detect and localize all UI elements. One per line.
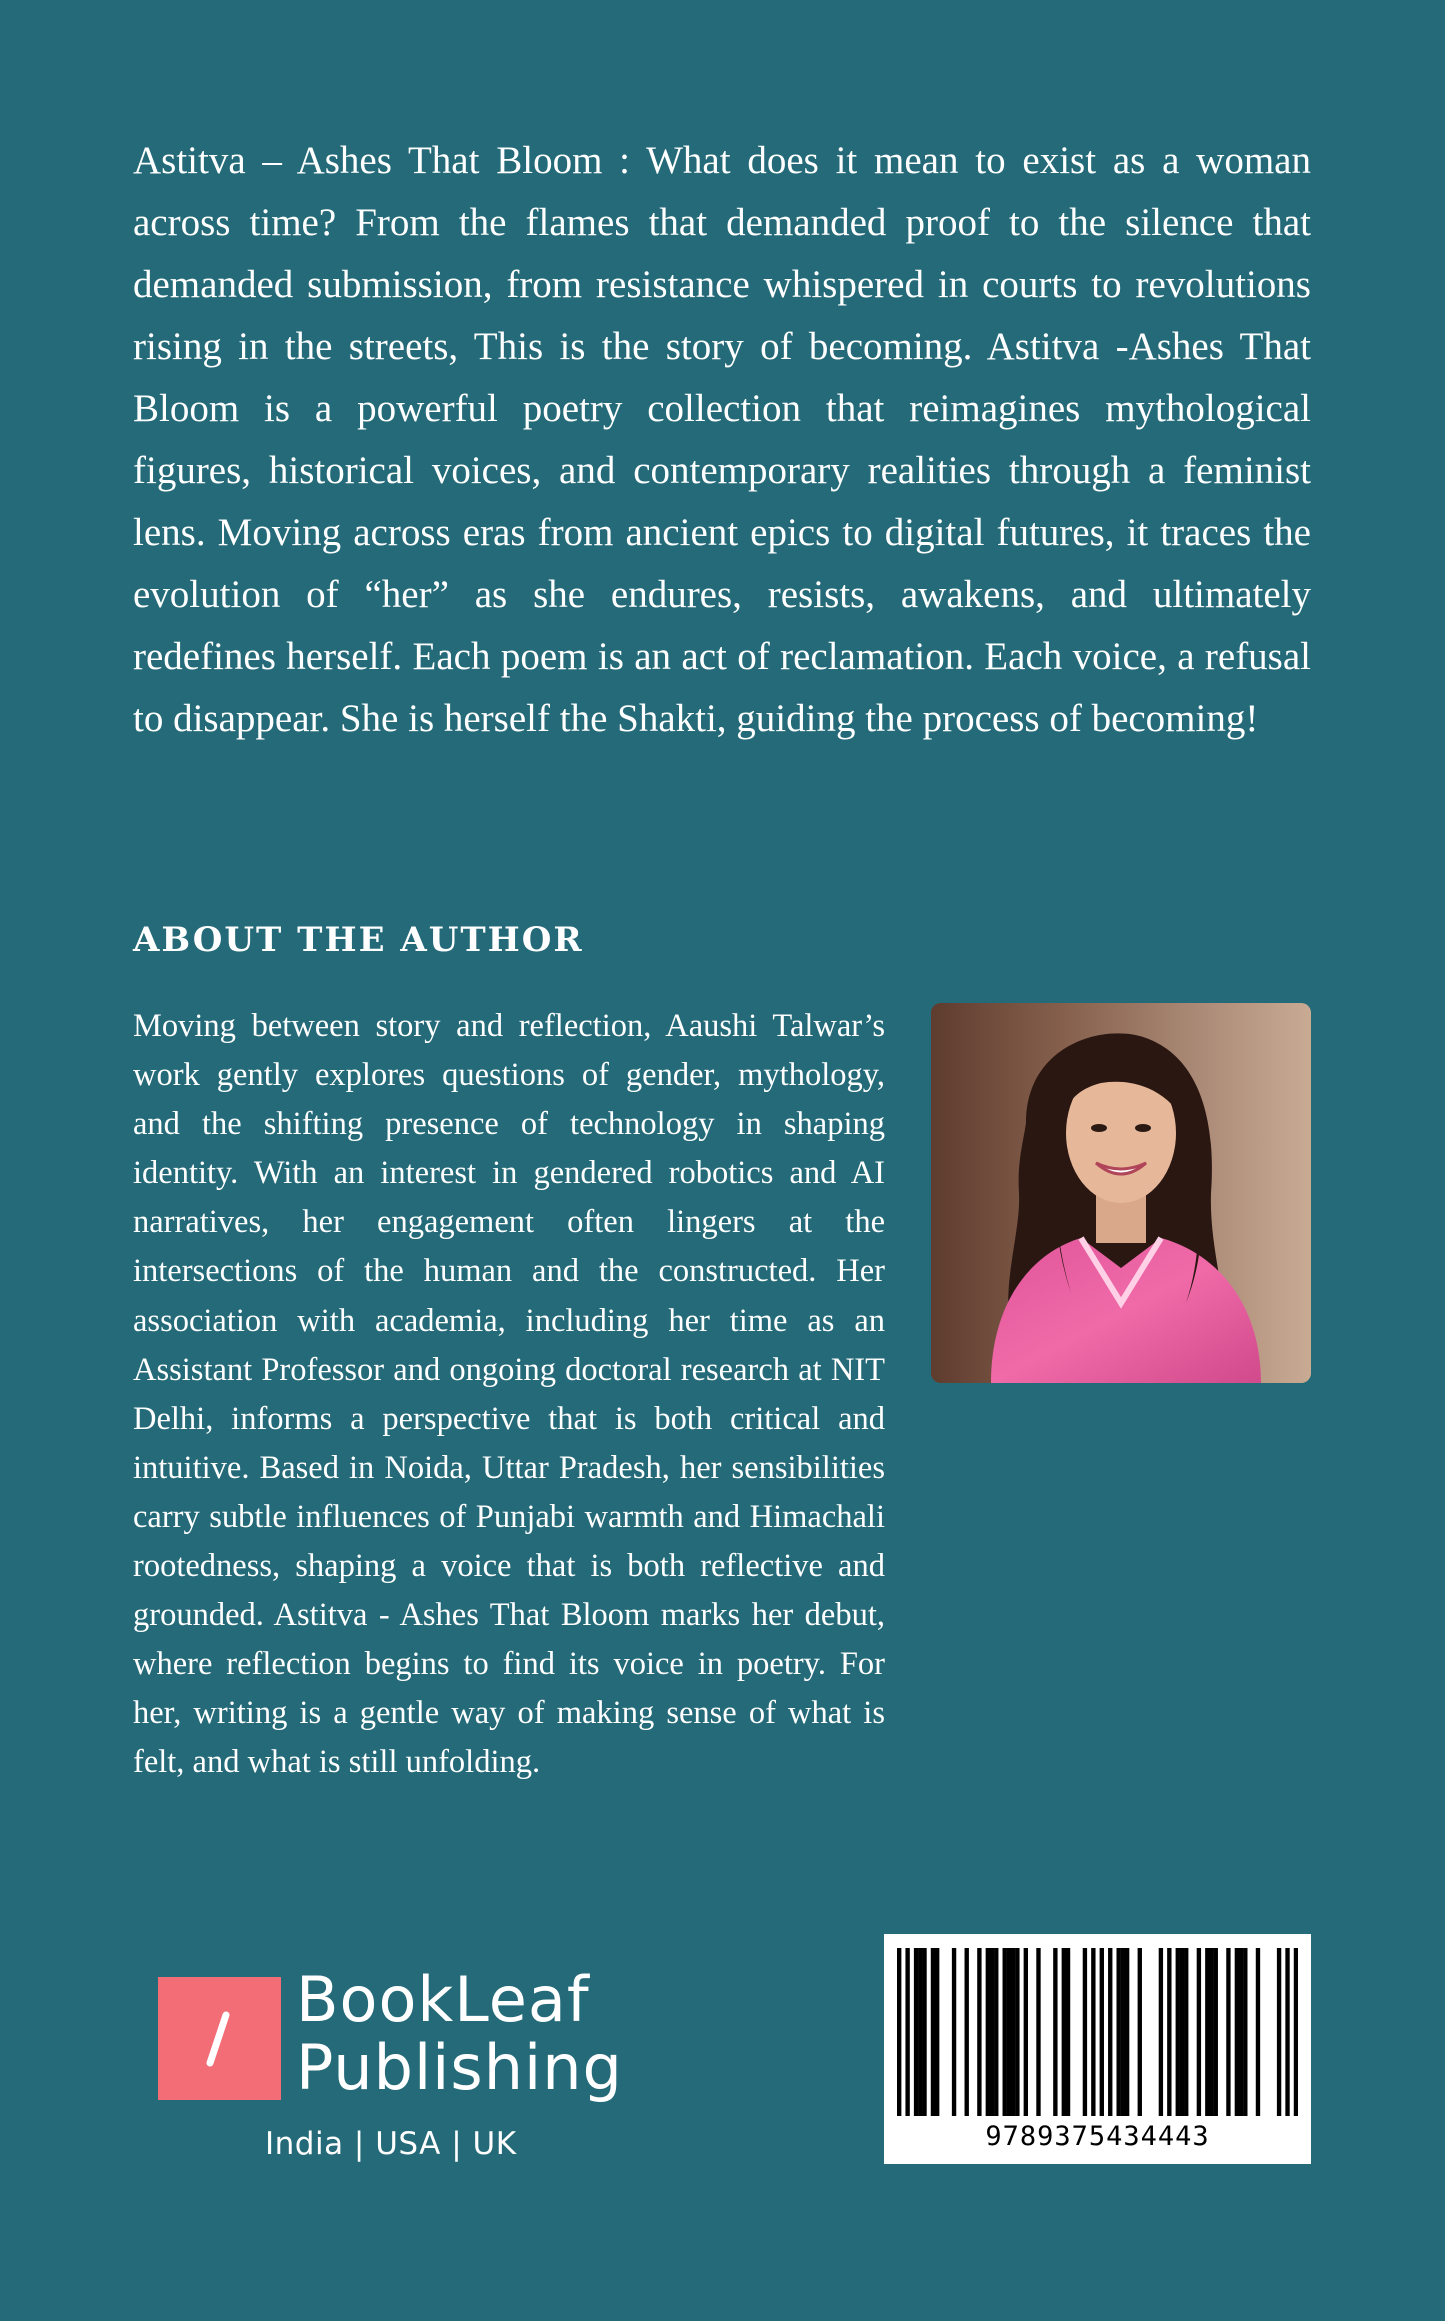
barcode-bar — [1180, 1948, 1184, 2116]
barcode-bar — [935, 1948, 939, 2116]
barcode-bar — [1125, 1948, 1129, 2116]
barcode-bar — [1256, 1948, 1260, 2116]
barcode-bar — [977, 1948, 981, 2116]
author-photo — [931, 1003, 1311, 1383]
barcode-bar — [1226, 1948, 1230, 2116]
barcode-bar — [1053, 1948, 1057, 2116]
barcode-bar — [1214, 1948, 1218, 2116]
barcode-bar — [1116, 1948, 1120, 2116]
barcode-bar — [1239, 1948, 1243, 2116]
isbn-barcode — [884, 1934, 1311, 2164]
about-author-heading: ABOUT THE AUTHOR — [133, 920, 584, 960]
barcode-bar — [931, 1948, 935, 2116]
barcode-bar — [1011, 1948, 1015, 2116]
barcode-bar — [1015, 1948, 1019, 2116]
barcode-bar — [1083, 1948, 1087, 2116]
barcode-bar — [990, 1948, 994, 2116]
barcode-bar — [1066, 1948, 1070, 2116]
barcode-bar — [905, 1948, 909, 2116]
barcode-bar — [952, 1948, 956, 2116]
barcode-bar — [1235, 1948, 1239, 2116]
barcode-bar — [1243, 1948, 1247, 2116]
isbn-number: 9789375434443 — [985, 2121, 1210, 2152]
barcode-bar — [1121, 1948, 1125, 2116]
barcode-bar — [897, 1948, 901, 2116]
barcode-bar — [922, 1948, 926, 2116]
author-bio: Moving between story and reflection, Aaushi Talwar’s work gently explores questions of gender, mythology, and the shifting presence of technology in shaping identity. With an interest in gendered robotics and AI narratives, her engagement often lingers at the intersections of the human and the constructed. Her association with academia, including her time as an Assistant Professor and ongoing doctoral research at NIT Delhi, informs a perspective that is both critical and intuitive. Based in Noida, Uttar Pradesh, her sensibilities carry subtle influences of Punjabi warmth and Himachali rootedness, shaping a voice that is both reflective and grounded. Astitva - Ashes That Bloom marks her debut, where reflection begins to find its voice in poetry. For her, writing is a gentle way of making sense of what is felt, and what is still unfolding. — [133, 1008, 885, 1781]
barcode-bar — [994, 1948, 998, 2116]
barcode-bar — [1003, 1948, 1007, 2116]
barcode-bar — [1062, 1948, 1066, 2116]
barcode-bar — [1108, 1948, 1112, 2116]
barcode-bar — [1197, 1948, 1201, 2116]
barcode-bar — [1209, 1948, 1213, 2116]
barcode-bar — [1176, 1948, 1180, 2116]
barcode-bar — [1159, 1948, 1163, 2116]
barcode-bars — [897, 1948, 1298, 2128]
barcode-bar — [914, 1948, 918, 2116]
barcode-bar — [1024, 1948, 1028, 2116]
book-blurb: Astitva – Ashes That Bloom : What does it mean to exist as a woman across time? From the flames that demanded proof to the silence that demanded submission, from resistance whispered in courts to revolutions rising in the streets, This is the story of becoming. Astitva -Ashes That Bloom is a powerful poetry collection that reimagines mythological figures, historical voices, and contemporary realities through a feminist lens. Moving across eras from ancient epics to digital futures, it traces the evolution of “her” as she endures, resists, awakens, and ultimately redefines herself. Each poem is an act of reclamation. Each voice, a refusal to disappear. She is herself the Shakti, guiding the process of becoming! — [133, 139, 1311, 740]
barcode-bar — [1184, 1948, 1188, 2116]
barcode-bar — [1036, 1948, 1040, 2116]
barcode-bar — [986, 1948, 990, 2116]
publisher-countries: India | USA | UK — [265, 2126, 517, 2162]
barcode-bar — [1285, 1948, 1289, 2116]
barcode-bar — [1294, 1948, 1298, 2116]
publisher-name-line1: BookLeaf — [296, 1963, 590, 2036]
barcode-bar — [918, 1948, 922, 2116]
barcode-bar — [1007, 1948, 1011, 2116]
barcode-bar — [1277, 1948, 1281, 2116]
barcode-bar — [1167, 1948, 1171, 2116]
barcode-bar — [1091, 1948, 1095, 2116]
barcode-bar — [965, 1948, 969, 2116]
barcode-bar — [1100, 1948, 1104, 2116]
publisher-logo — [158, 1963, 623, 2180]
barcode-bar — [1205, 1948, 1209, 2116]
publisher-name-line2: Publishing — [296, 2031, 623, 2104]
slash-icon — [158, 1977, 281, 2100]
barcode-bar — [1138, 1948, 1142, 2116]
